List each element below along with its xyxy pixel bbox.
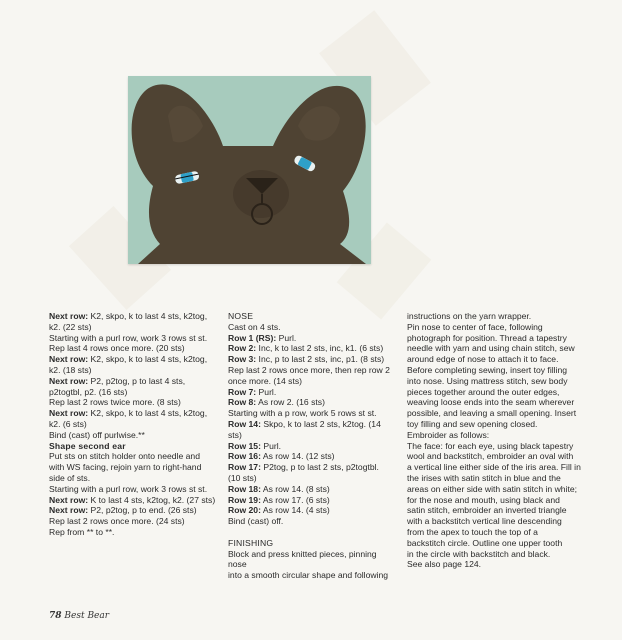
text-line: toy filling and sew opening closed. (407, 418, 538, 429)
text-line: Row 1 (RS): Purl. (228, 332, 297, 343)
column-3 (407, 311, 582, 570)
text-line: sts) (228, 429, 242, 440)
text-line: areas on either side with satin stitch in white; (407, 483, 578, 494)
text-line: into nose. Using mattress stitch, sew body (407, 375, 568, 386)
text-line: the irises with satin stitch in blue and the (407, 472, 561, 483)
page-footer (49, 611, 109, 621)
text-line: Starting with a p row, work 5 rows st st. (228, 408, 377, 419)
text-line: satin stitch, embroider an inverted triangle (407, 505, 567, 516)
text-line: Cast on 4 sts. (228, 321, 281, 332)
text-line: in the circle with backstitch and black. (407, 548, 551, 559)
bear-photo (128, 76, 371, 264)
section-heading: FINISHING (228, 537, 274, 548)
text-line: (10 sts) (228, 472, 257, 483)
text-line: Row 8: As row 2. (16 sts) (228, 397, 325, 408)
text-line: side of sts. (49, 472, 91, 483)
text-line: Row 7: Purl. (228, 386, 277, 397)
text-line: pieces together around the outer edges, (407, 386, 560, 397)
text-line: Row 16: As row 14. (12 sts) (228, 451, 335, 462)
text-line: Rep from ** to **. (49, 526, 115, 537)
text-line: Next row: K to last 4 sts, k2tog, k2. (27 sts) (49, 494, 216, 505)
text-line: wool and backstitch, embroider an oval with (407, 451, 574, 462)
page-number: 78 (49, 611, 62, 621)
book-title: Best Bear (64, 611, 110, 621)
text-line: Starting with a purl row, work 3 rows st st. (49, 483, 208, 494)
text-line: Next row: P2, p2tog, p to end. (26 sts) (49, 505, 197, 516)
text-line: Rep last 2 rows once more. (24 sts) (49, 516, 185, 527)
column-2 (228, 311, 396, 581)
text-line: into a smooth circular shape and following (228, 570, 389, 581)
text-line: Rep last 2 rows twice more. (8 sts) (49, 397, 181, 408)
text-line: k2. (6 sts) (49, 418, 87, 429)
text-line: Next row: K2, skpo, k to last 4 sts, k2tog, (49, 311, 208, 321)
text-line: Row 20: As row 14. (4 sts) (228, 505, 330, 516)
text-line: from the apex to touch the top of a (407, 526, 538, 537)
text-line: once more. (14 sts) (228, 375, 303, 386)
text-line: Row 15: Purl. (228, 440, 282, 451)
text-line: Pin nose to center of face, following (407, 321, 543, 332)
bear-head-illustration (128, 76, 371, 264)
text-line: Next row: P2, p2tog, p to last 4 sts, (49, 375, 186, 386)
text-line: Bind (cast) off. (228, 516, 284, 527)
text-line: Bind (cast) off purlwise.** (49, 429, 145, 440)
text-line: Embroider as follows: (407, 429, 490, 440)
text-line: weaving loose ends into the seam wherever (407, 397, 575, 408)
section-heading: Shape second ear (49, 440, 126, 451)
text-line: Row 18: As row 14. (8 sts) (228, 483, 330, 494)
text-line: Row 3: Inc, p to last 2 sts, inc, p1. (8 sts) (228, 354, 385, 365)
text-line: for the nose and mouth, using black and (407, 494, 560, 505)
text-line: instructions on the yarn wrapper. (407, 311, 532, 321)
text-line: with WS facing, rejoin yarn to right-hand (49, 462, 202, 473)
text-line: needle with yarn and using chain stitch, sew (407, 343, 575, 354)
text-line: Row 2: Inc, k to last 2 sts, inc, k1. (6 sts) (228, 343, 384, 354)
text-line: Block and press knitted pieces, pinning nose (228, 548, 377, 570)
text-line: p2togtbl, p2. (16 sts) (49, 386, 128, 397)
text-line: a vertical line either side of the iris area. Fill in (407, 462, 581, 473)
text-line: Before completing sewing, insert toy filling (407, 364, 568, 375)
text-line: photograph for position. Thread a tapestry (407, 332, 567, 343)
section-heading: NOSE (228, 311, 254, 321)
text-line: Next row: K2, skpo, k to last 4 sts, k2tog, (49, 408, 208, 419)
text-line: Starting with a purl row, work 3 rows st st. (49, 332, 208, 343)
text-line: See also page 124. (407, 559, 482, 570)
text-line: Rep last 2 rows once more, then rep row 2 (228, 364, 390, 375)
text-line: k2. (18 sts) (49, 364, 92, 375)
text-line: Row 14: Skpo, k to last 2 sts, k2tog. (14 (228, 418, 381, 429)
text-line: Row 17: P2tog, p to last 2 sts, p2togtbl. (228, 462, 379, 473)
text-line: Next row: K2, skpo, k to last 4 sts, k2tog, (49, 354, 208, 365)
text-line: Row 19: As row 17. (6 sts) (228, 494, 330, 505)
column-1 (49, 311, 221, 538)
text-line: with a backstitch vertical line descending (407, 516, 562, 527)
text-line: possible, and leaving a small opening. Insert (407, 408, 577, 419)
text-line: The face: for each eye, using black tapestry (407, 440, 574, 451)
text-line: backstitch circle. Outline one upper tooth (407, 537, 563, 548)
text-line: Put sts on stitch holder onto needle and (49, 451, 200, 462)
text-line: Rep last 4 rows once more. (20 sts) (49, 343, 185, 354)
text-line: k2. (22 sts) (49, 321, 92, 332)
text-line: around edge of nose to attach it to face. (407, 354, 559, 365)
